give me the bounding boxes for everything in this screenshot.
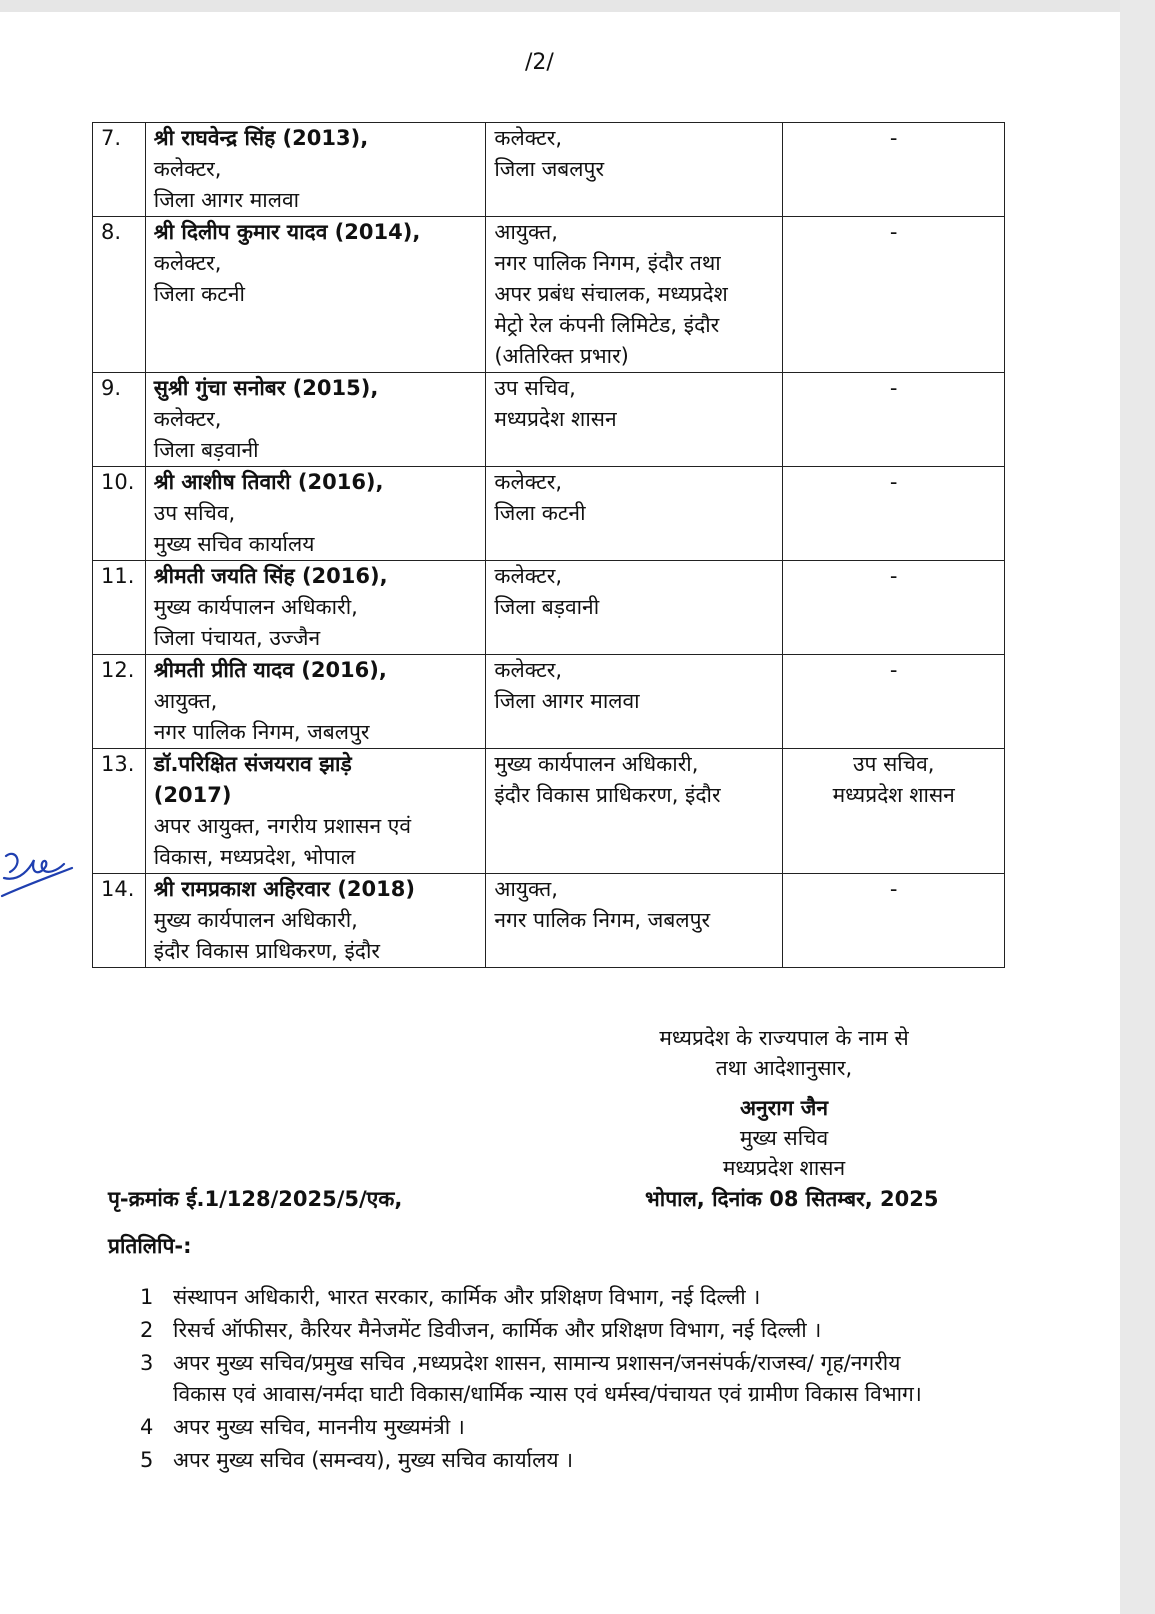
table-row [93,655,1005,749]
list-item [140,1412,940,1443]
officer-cell [145,561,486,655]
additional-charge-line: उप सचिव, [853,752,935,776]
list-item [140,1315,940,1346]
officer-batch: (2017) [153,783,232,807]
serial-number: 11. [101,564,135,588]
serial-number: 12. [101,658,135,682]
copy-text: अपर मुख्य सचिव/प्रमुख सचिव ,मध्यप्रदेश शासन, सामान्य प्रशासन/जनसंपर्क/राजस्व/ गृह/नगरीय विकास एवं आवास/नर्मदा घाटी विकास/धार्मिक न्यास एवं धर्मस्व/पंचायत एवं ग्रामीण विकास विभाग। [173,1351,922,1406]
new-post-line: कलेक्टर, [494,564,563,588]
list-item [140,1445,940,1476]
officer-cell [145,655,486,749]
additional-charge-line: मध्यप्रदेश शासन [832,783,955,807]
new-posting-cell [486,874,783,968]
page-number: /2/ [525,50,554,75]
new-post-line: नगर पालिक निगम, इंदौर तथा [494,251,721,275]
new-post-line: मेट्रो रेल कंपनी लिमिटेड, इंदौर [494,313,720,337]
new-posting-cell [486,561,783,655]
new-post-line: जिला कटनी [494,501,586,525]
new-post-line: कलेक्टर, [494,658,563,682]
authority-line-1: मध्यप्रदेश के राज्यपाल के नाम से [659,1026,909,1050]
additional-charge-line: - [889,658,898,682]
officer-cell [145,874,486,968]
additional-charge-line: - [889,220,898,244]
new-post-line: मध्यप्रदेश शासन [494,407,617,431]
additional-charge-cell [783,217,1005,373]
reference-number: पृ-क्रमांक ई.1/128/2025/5/एक, [108,1187,403,1211]
additional-charge-cell [783,373,1005,467]
additional-charge-cell [783,749,1005,874]
new-post-line: उप सचिव, [494,376,576,400]
current-post-line: जिला कटनी [153,282,245,306]
table-row [93,749,1005,874]
table-row [93,467,1005,561]
handwritten-initials [0,838,80,908]
table-row [93,874,1005,968]
serial-number: 14. [101,877,135,901]
table-row [93,123,1005,217]
new-posting-cell [486,655,783,749]
officer-cell [145,217,486,373]
current-post-line: जिला आगर मालवा [153,188,300,212]
current-post-line: जिला बड़वानी [153,438,259,462]
new-post-line: जिला जबलपुर [494,157,605,181]
copy-text: रिसर्च ऑफीसर, कैरियर मैनेजमेंट डिवीजन, कार्मिक और प्रशिक्षण विभाग, नई दिल्ली । [173,1318,822,1342]
copy-heading: प्रतिलिपि-: [108,1234,192,1258]
new-post-line: आयुक्त, [494,877,558,901]
current-post-line: मुख्य कार्यपालन अधिकारी, [153,908,358,932]
serial-number: 10. [101,470,135,494]
serial-number-cell [93,749,146,874]
current-post-line: अपर आयुक्त, नगरीय प्रशासन एवं [153,814,412,838]
new-post-line: आयुक्त, [494,220,558,244]
scan-top-edge [0,0,1120,12]
table-row [93,217,1005,373]
additional-charge-line: - [889,376,898,400]
serial-number-cell [93,217,146,373]
new-post-line: मुख्य कार्यपालन अधिकारी, [494,752,699,776]
signatory-office: मध्यप्रदेश शासन [722,1156,846,1180]
additional-charge-line: - [889,877,898,901]
serial-number: 13. [101,752,135,776]
additional-charge-cell [783,561,1005,655]
current-post-line: आयुक्त, [153,689,218,713]
new-posting-cell [486,749,783,874]
serial-number: 8. [101,220,122,244]
additional-charge-cell [783,467,1005,561]
additional-charge-cell [783,655,1005,749]
copy-number: 4 [140,1415,154,1439]
current-post-line: इंदौर विकास प्राधिकरण, इंदौर [153,939,380,963]
officer-name: डॉ.परिक्षित संजयराव झाड़े [153,752,352,776]
current-post-line: मुख्य कार्यपालन अधिकारी, [153,595,358,619]
authority-line-2: तथा आदेशानुसार, [715,1056,853,1080]
current-post-line: कलेक्टर, [153,407,222,431]
copy-text: अपर मुख्य सचिव, माननीय मुख्यमंत्री । [173,1415,465,1439]
copy-text: अपर मुख्य सचिव (समन्वय), मुख्य सचिव कार्यालय । [173,1448,574,1472]
officer-name: सुश्री गुंचा सनोबर (2015), [153,376,379,400]
current-post-line: जिला पंचायत, उज्जैन [153,626,321,650]
serial-number: 9. [101,376,122,400]
new-post-line: (अतिरिक्त प्रभार) [494,344,629,368]
current-post-line: नगर पालिक निगम, जबलपुर [153,720,370,744]
current-post-line: विकास, मध्यप्रदेश, भोपाल [153,845,356,869]
officer-name: श्री रामप्रकाश अहिरवार (2018) [153,877,415,901]
new-post-line: कलेक्टर, [494,126,563,150]
copy-number: 5 [140,1448,154,1472]
signatory-name: अनुराग जैन [739,1096,829,1120]
signatory-designation: मुख्य सचिव [739,1126,829,1150]
serial-number: 7. [101,126,122,150]
place-date: भोपाल, दिनांक 08 सितम्बर, 2025 [645,1187,939,1211]
new-post-line: कलेक्टर, [494,470,563,494]
transfer-table [92,122,1005,968]
new-post-line: नगर पालिक निगम, जबलपुर [494,908,711,932]
serial-number-cell [93,373,146,467]
copy-number: 2 [140,1318,154,1342]
additional-charge-line: - [889,564,898,588]
scan-right-edge [1120,0,1155,1614]
serial-number-cell [93,467,146,561]
serial-number-cell [93,655,146,749]
new-post-line: इंदौर विकास प्राधिकरण, इंदौर [494,783,721,807]
current-post-line: उप सचिव, [153,501,236,525]
serial-number-cell [93,123,146,217]
additional-charge-cell [783,874,1005,968]
officer-cell [145,123,486,217]
officer-name: श्री आशीष तिवारी (2016), [153,470,384,494]
current-post-line: कलेक्टर, [153,157,222,181]
additional-charge-line: - [889,470,898,494]
officer-cell [145,467,486,561]
officer-cell [145,373,486,467]
current-post-line: कलेक्टर, [153,251,222,275]
officer-name: श्री राघवेन्द्र सिंह (2013), [153,126,369,150]
list-item [140,1348,940,1410]
copy-list [140,1282,940,1478]
copy-text: संस्थापन अधिकारी, भारत सरकार, कार्मिक और प्रशिक्षण विभाग, नई दिल्ली । [173,1285,761,1309]
new-posting-cell [486,467,783,561]
new-posting-cell [486,373,783,467]
new-post-line: अपर प्रबंध संचालक, मध्यप्रदेश [494,282,728,306]
new-post-line: जिला बड़वानी [494,595,600,619]
copy-number: 1 [140,1285,154,1309]
officer-cell [145,749,486,874]
additional-charge-line: - [889,126,898,150]
table-row [93,373,1005,467]
serial-number-cell [93,561,146,655]
list-item [140,1282,940,1313]
current-post-line: मुख्य सचिव कार्यालय [153,532,315,556]
table-row [93,561,1005,655]
new-posting-cell [486,217,783,373]
new-post-line: जिला आगर मालवा [494,689,640,713]
officer-name: श्री दिलीप कुमार यादव (2014), [153,220,421,244]
additional-charge-cell [783,123,1005,217]
serial-number-cell [93,874,146,968]
officer-name: श्रीमती जयति सिंह (2016), [153,564,388,588]
copy-number: 3 [140,1351,154,1375]
officer-name: श्रीमती प्रीति यादव (2016), [153,658,387,682]
new-posting-cell [486,123,783,217]
